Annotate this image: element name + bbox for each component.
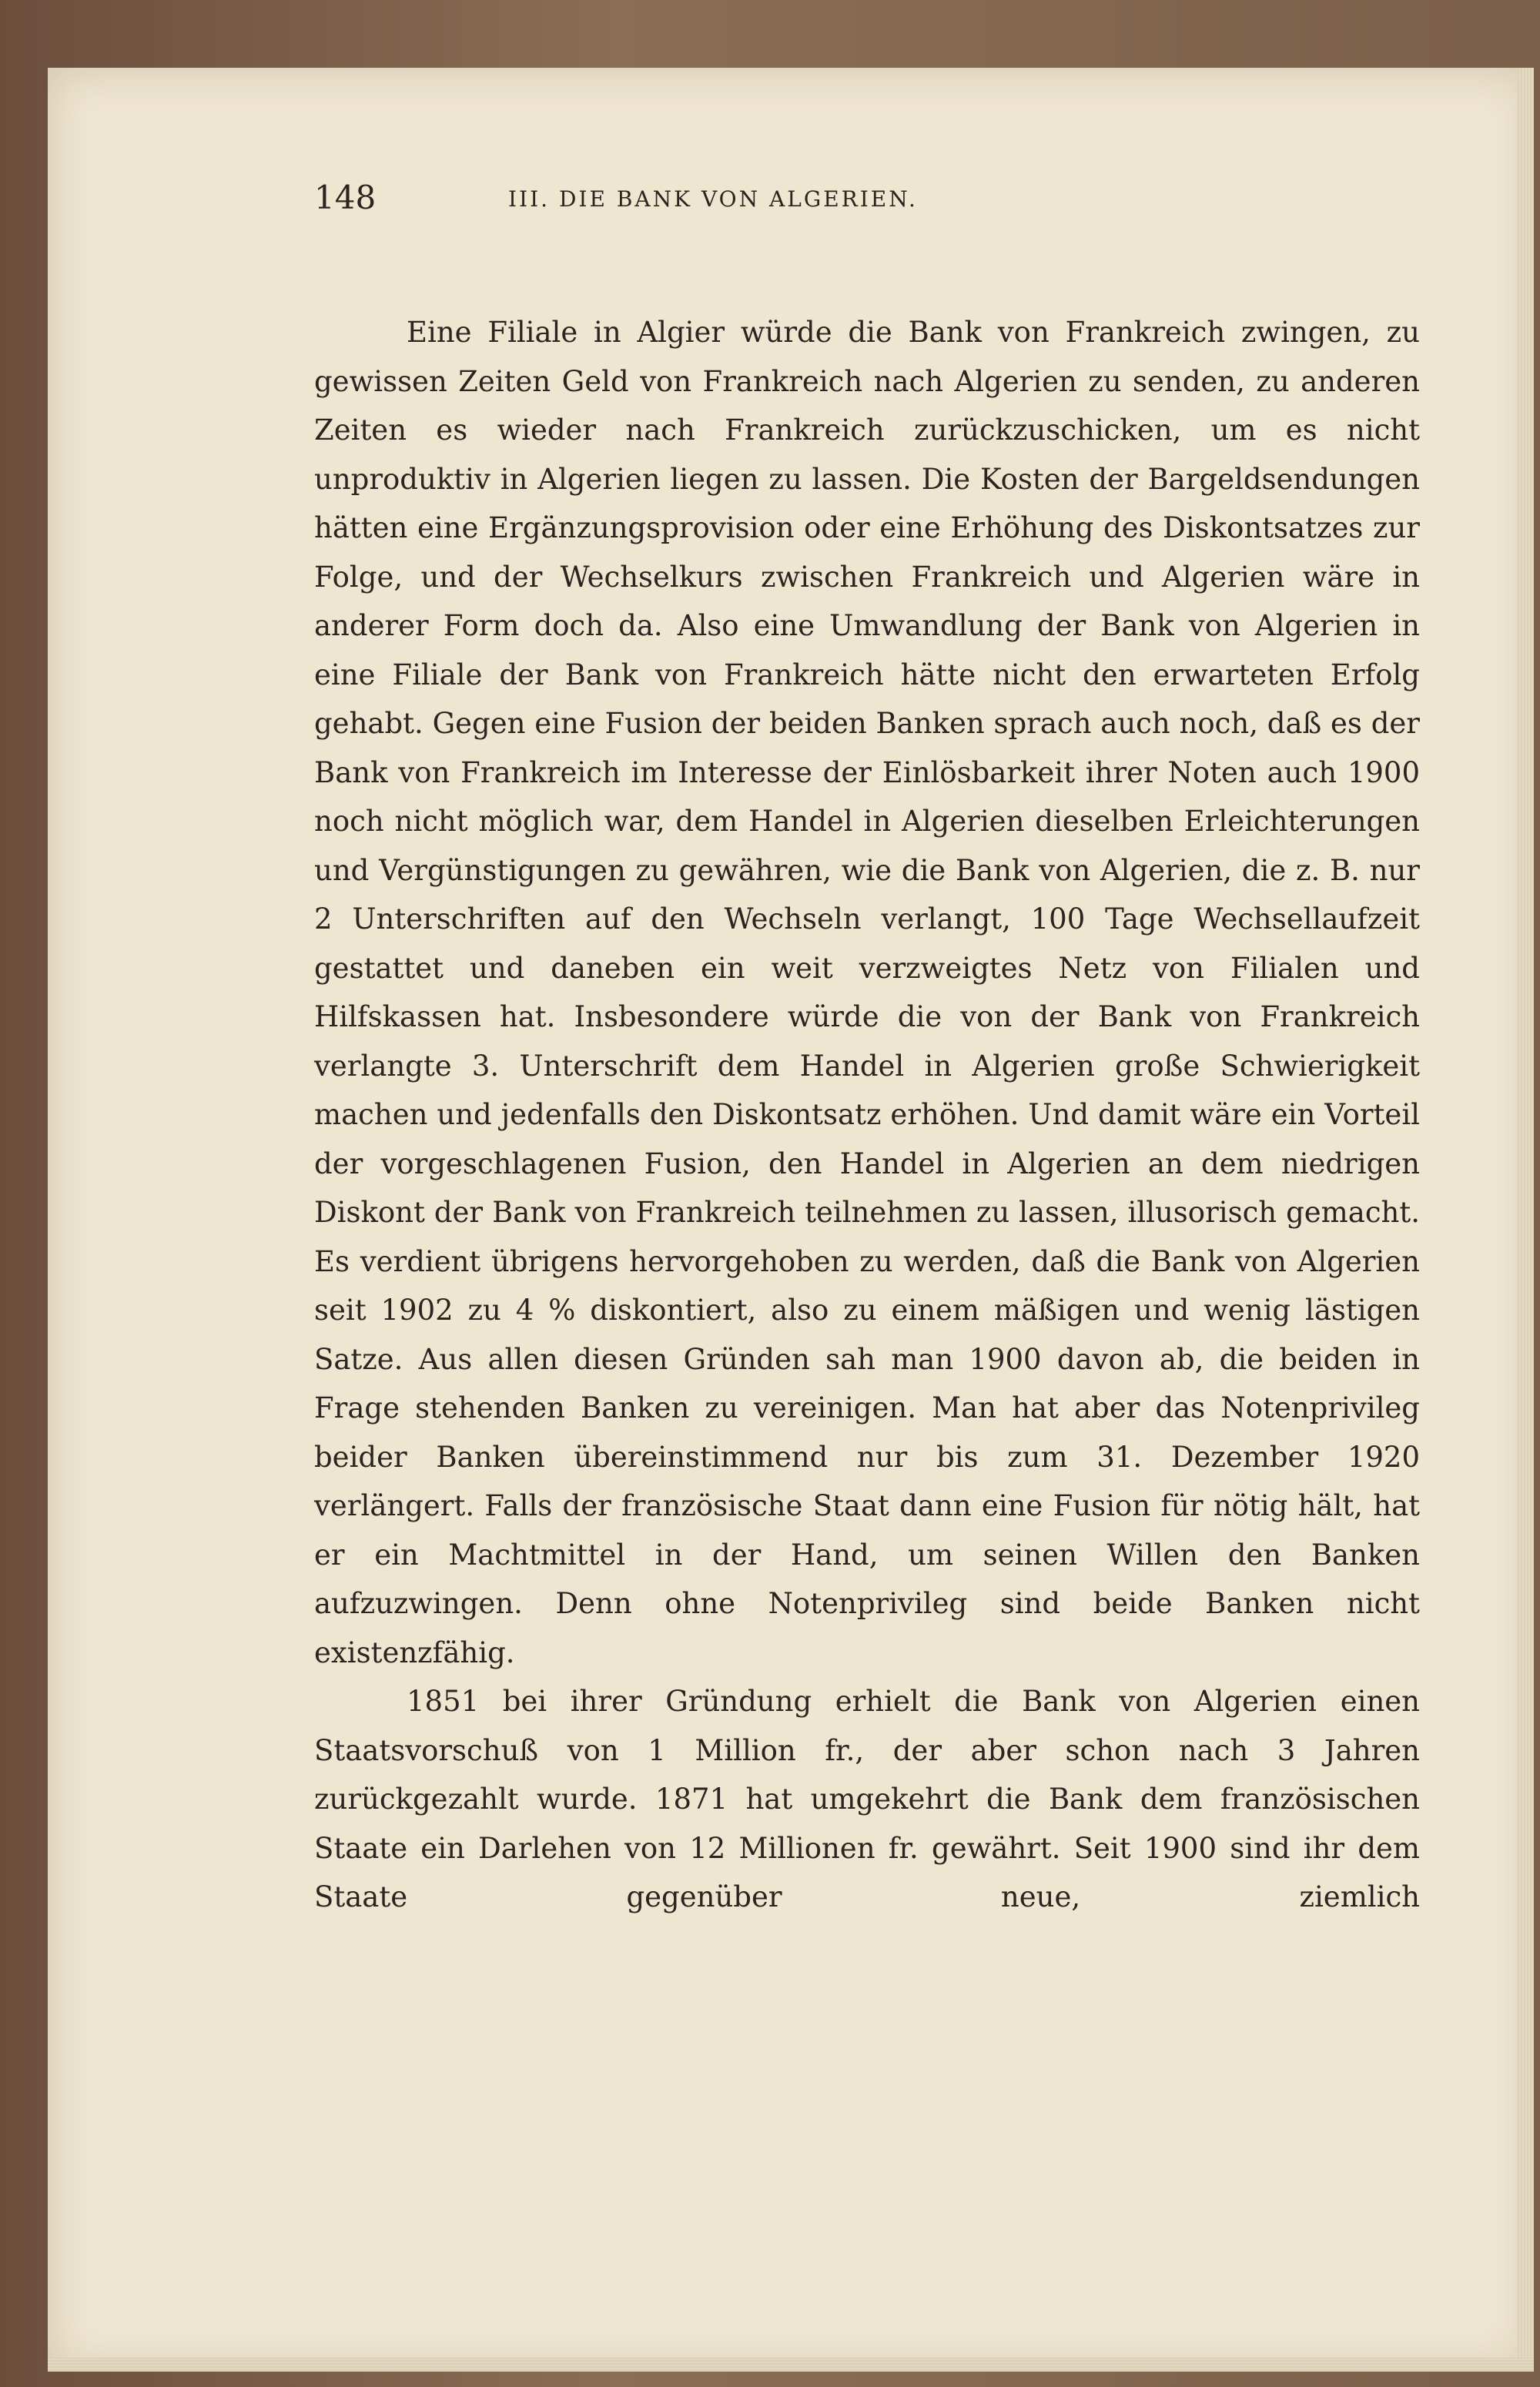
paragraph-2: 1851 bei ihrer Gründung erhielt die Bank von Algerien einen Staatsvorschuß von 1 Million fr., der aber schon nach 3 Jahren zurückgezahlt wurde. 1871 hat umgekehrt die Bank dem französischen Staate ein Darlehen von 12 Millionen fr. gewährt. Seit 1900 sind ihr dem Staate gegenüber neue, ziemlich [314, 1685, 1420, 1913]
paragraph-1: Eine Filiale in Algier würde die Bank von Frankreich zwingen, zu gewissen Zeiten Geld von Frankreich nach Algerien zu senden, zu anderen Zeiten es wieder nach Frankreich zurückzuschicken, um es nicht unproduktiv in Algerien liegen zu lassen. Die Kosten der Bargeldsendungen hätten eine Ergänzungsprovision oder eine Erhöhung des Diskontsatzes zur Folge, und der Wechselkurs zwischen Frankreich und Algerien wäre in anderer Form doch da. Also eine Umwandlung der Bank von Algerien in eine Filiale der Bank von Frankreich hätte nicht den erwarteten Erfolg gehabt. Gegen eine Fusion der beiden Banken sprach auch noch, daß es der Bank von Frankreich im Interesse der Einlösbarkeit ihrer Noten auch 1900 noch nicht möglich war, dem Handel in Algerien dieselben Erleichterungen und Vergünstigungen zu gewähren, wie die Bank von Algerien, die z. B. nur 2 Unterschriften auf den Wechseln verlangt, 100 Tage Wechsellaufzeit gestattet und daneben ein weit verzweigtes Netz von Filialen und Hilfskassen hat. Insbesondere würde die von der Bank von Frankreich verlangte 3. Unterschrift dem Handel in Algerien große Schwierigkeit machen und jedenfalls den Diskontsatz erhöhen. Und damit wäre ein Vorteil der vorgeschlagenen Fusion, den Handel in Algerien an dem niedrigen Diskont der Bank von Frankreich teilnehmen zu lassen, illusorisch gemacht. Es verdient übrigens hervorgehoben zu werden, daß die Bank von Algerien seit 1902 zu 4 % diskontiert, also zu einem mäßigen und wenig lästigen Satze. Aus allen diesen Gründen sah man 1900 davon ab, die beiden in Frage stehenden Banken zu vereinigen. Man hat aber das Notenprivileg beider Banken übereinstimmend nur bis zum 31. Dezember 1920 verlängert. Falls der französische Staat dann eine Fusion für nötig hält, hat er ein Machtmittel in der Hand, um seinen Willen den Banken aufzuzwingen. Denn ohne Notenprivileg sind beide Banken nicht existenzfähig. [314, 316, 1420, 1669]
page-fore-edge [1517, 68, 1534, 2372]
running-head: III. DIE BANK VON ALGERIEN. [508, 186, 918, 212]
page-number: 148 [314, 179, 377, 216]
page-header [314, 179, 1420, 225]
body-text [314, 308, 1420, 1922]
page-bottom-edge [48, 2358, 1534, 2372]
